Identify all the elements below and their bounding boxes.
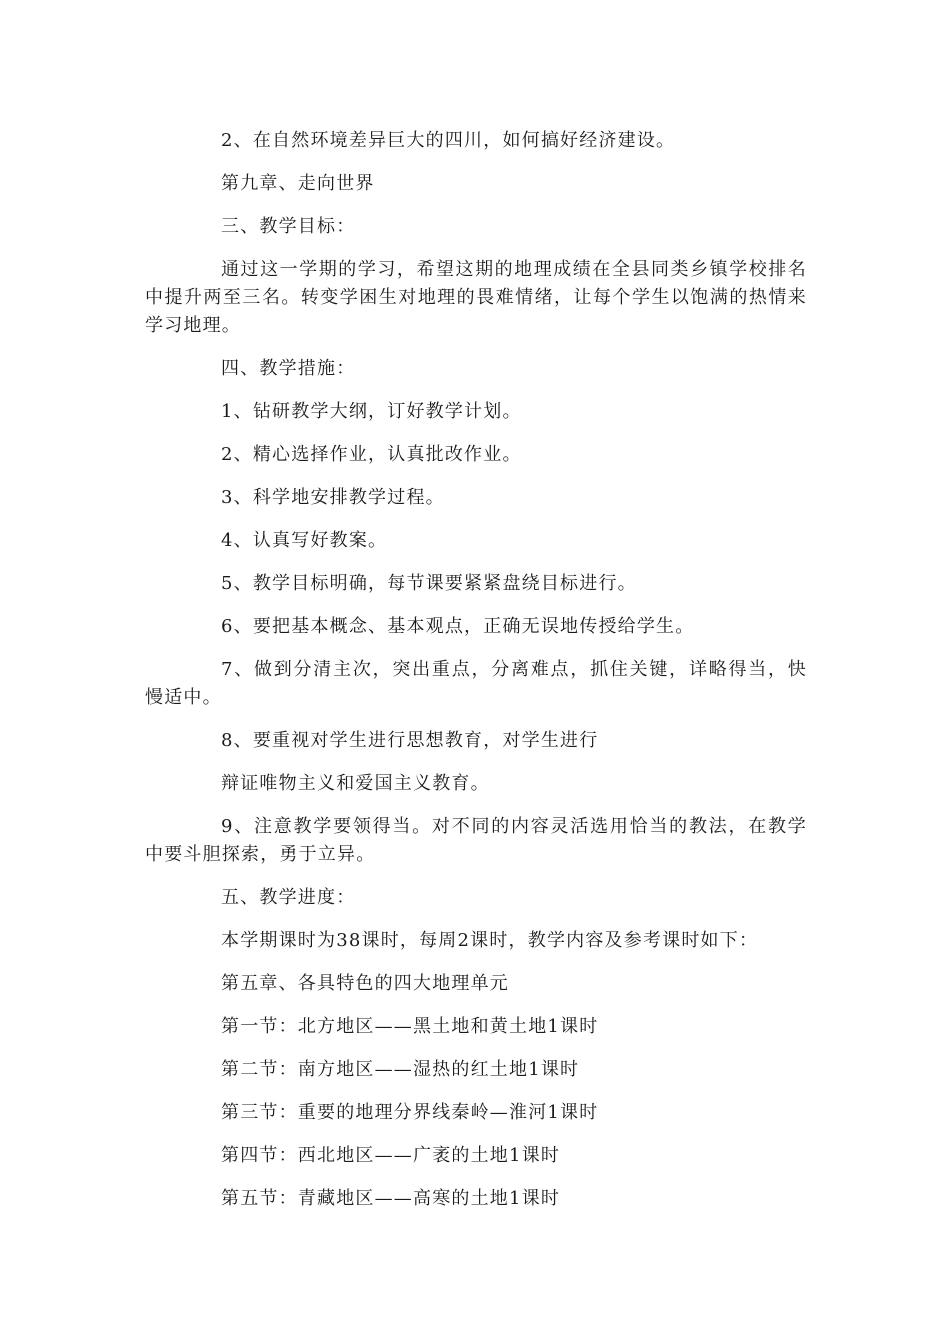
paragraph-17: 本学期课时为38课时，每周2课时，教学内容及参考课时如下：	[221, 930, 759, 951]
paragraph-11: 6、要把基本概念、基本观点，正确无误地传授给学生。	[221, 616, 695, 637]
paragraph-3: 三、教学目标：	[221, 216, 356, 237]
document-body	[145, 127, 807, 1228]
paragraph-5: 四、教学措施：	[221, 358, 356, 379]
paragraph-6: 1、钻研教学大纲，订好教学计划。	[221, 401, 522, 422]
paragraph-8: 3、科学地安排教学过程。	[221, 487, 445, 508]
paragraph-19: 第一节：北方地区——黑土地和黄土地1课时	[221, 1016, 599, 1037]
paragraph-16: 五、教学进度：	[221, 887, 356, 908]
paragraph-7: 2、精心选择作业，认真批改作业。	[221, 444, 522, 465]
paragraph-15: 9、注意教学要领得当。对不同的内容灵活选用恰当的教法，在教学中要斗胆探索，勇于立异。	[145, 816, 807, 865]
paragraph-4: 通过这一学期的学习，希望这期的地理成绩在全县同类乡镇学校排名中提升两至三名。转变学困生对地理的畏难情绪，让每个学生以饱满的热情来学习地理。	[145, 259, 807, 336]
paragraph-9: 4、认真写好教案。	[221, 530, 388, 551]
paragraph-1: 2、在自然环境差异巨大的四川，如何搞好经济建设。	[221, 130, 676, 151]
paragraph-23: 第五节：青藏地区——高寒的土地1课时	[221, 1188, 561, 1209]
paragraph-14: 辩证唯物主义和爱国主义教育。	[221, 773, 490, 794]
paragraph-10: 5、教学目标明确，每节课要紧紧盘绕目标进行。	[221, 573, 637, 594]
paragraph-13: 8、要重视对学生进行思想教育，对学生进行	[221, 730, 599, 751]
paragraph-21: 第三节：重要的地理分界线秦岭—淮河1课时	[221, 1102, 599, 1123]
paragraph-20: 第二节：南方地区——湿热的红土地1课时	[221, 1059, 580, 1080]
paragraph-22: 第四节：西北地区——广袤的土地1课时	[221, 1145, 561, 1166]
paragraph-2: 第九章、走向世界	[221, 173, 375, 194]
paragraph-18: 第五章、各具特色的四大地理单元	[221, 973, 509, 994]
paragraph-12: 7、做到分清主次，突出重点，分离难点，抓住关键，详略得当，快慢适中。	[145, 659, 807, 708]
